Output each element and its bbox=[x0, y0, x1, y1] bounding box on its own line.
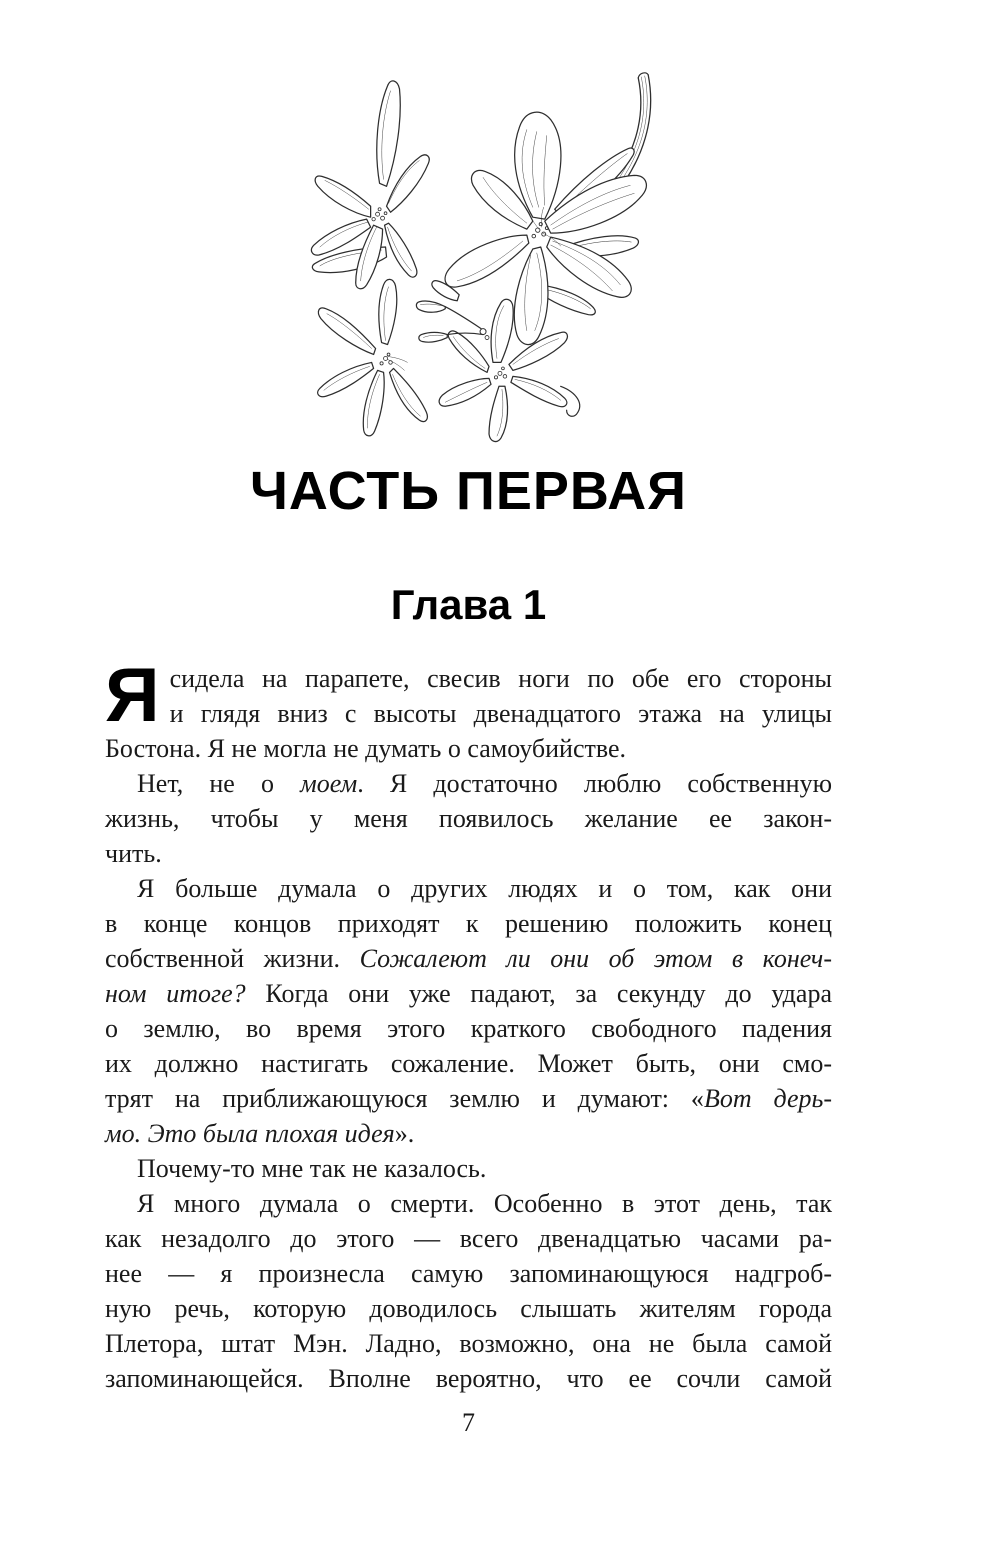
text-line bbox=[105, 1151, 832, 1186]
text-segment: Когда они уже падают, за секунду до удара bbox=[245, 978, 832, 1008]
text-line bbox=[105, 1046, 832, 1081]
paragraph bbox=[105, 766, 832, 871]
text-line bbox=[105, 941, 832, 976]
italic-text: Вот дерь- bbox=[703, 1083, 832, 1113]
paragraph bbox=[105, 1186, 832, 1396]
italic-text: мо. Это была плохая идея bbox=[105, 1118, 395, 1148]
text-segment: Бостона. Я не могла не думать о самоубийстве. bbox=[105, 733, 627, 763]
text-line bbox=[105, 696, 832, 731]
text-segment: о землю, во время этого краткого свободного падения bbox=[105, 1013, 832, 1043]
text-line bbox=[105, 1361, 832, 1396]
text-segment: трят на приближающуюся землю и думают: « bbox=[105, 1083, 704, 1113]
paragraph bbox=[105, 652, 832, 766]
text-line bbox=[105, 906, 832, 941]
text-segment: сидела на парапете, свесив ноги по обе его стороны bbox=[169, 663, 832, 693]
paragraph bbox=[105, 871, 832, 1151]
text-column bbox=[105, 0, 832, 1438]
text-segment: нее — я произнесла самую запоминающуюся надгроб- bbox=[105, 1258, 832, 1288]
text-line bbox=[105, 871, 832, 906]
text-segment: ». bbox=[394, 1118, 415, 1148]
text-line bbox=[105, 836, 832, 871]
text-segment: жизнь, чтобы у меня появилось желание ее закон- bbox=[105, 803, 832, 833]
text-line bbox=[105, 1291, 832, 1326]
text-segment: их должно настигать сожаление. Может быть, они смо- bbox=[105, 1048, 832, 1078]
text-line bbox=[105, 731, 832, 766]
chapter-title: Глава 1 bbox=[390, 581, 547, 628]
text-line bbox=[105, 976, 832, 1011]
text-segment: ную речь, которую доводилось слышать жителям города bbox=[105, 1293, 832, 1323]
body-text bbox=[105, 652, 832, 1396]
italic-text: Сожалеют ли они об этом в конеч- bbox=[359, 943, 832, 973]
text-segment: Я много думала о смерти. Особенно в этот день, так bbox=[137, 1188, 832, 1218]
text-line bbox=[105, 766, 832, 801]
text-segment: Я больше думала о других людях и о том, как они bbox=[137, 873, 832, 903]
text-line bbox=[105, 661, 832, 696]
text-line bbox=[105, 1221, 832, 1256]
flower-illustration bbox=[293, 58, 693, 446]
italic-text: моем bbox=[300, 768, 358, 798]
text-segment: . Я достаточно люблю собственную bbox=[357, 768, 832, 798]
text-segment: запоминающейся. Вполне вероятно, что ее сочли самой bbox=[105, 1363, 832, 1393]
lily-bouquet-icon bbox=[293, 58, 693, 446]
page-number: 7 bbox=[462, 1407, 475, 1437]
text-line bbox=[105, 1256, 832, 1291]
text-segment: собственной жизни. bbox=[105, 943, 360, 973]
text-segment: Почему-то мне так не казалось. bbox=[137, 1153, 487, 1183]
drop-cap: Я bbox=[105, 652, 160, 738]
italic-text: ном итоге? bbox=[105, 978, 246, 1008]
text-line bbox=[105, 801, 832, 836]
text-segment: чить. bbox=[105, 838, 162, 868]
text-segment: Нет, не о bbox=[137, 768, 301, 798]
text-line bbox=[105, 1081, 832, 1116]
text-segment: и глядя вниз с высоты двенадцатого этажа на улицы bbox=[169, 698, 832, 728]
text-line bbox=[105, 1116, 832, 1151]
text-segment: Плетора, штат Мэн. Ладно, возможно, она не была самой bbox=[105, 1328, 832, 1358]
text-segment: как незадолго до этого — всего двенадцатью часами ра- bbox=[105, 1223, 832, 1253]
text-line bbox=[105, 1326, 832, 1361]
text-line bbox=[105, 1186, 832, 1221]
part-title: ЧАСТЬ ПЕРВАЯ bbox=[249, 461, 687, 521]
text-line bbox=[105, 1011, 832, 1046]
text-segment: в конце концов приходят к решению положить конец bbox=[105, 908, 832, 938]
paragraph bbox=[105, 1151, 832, 1186]
